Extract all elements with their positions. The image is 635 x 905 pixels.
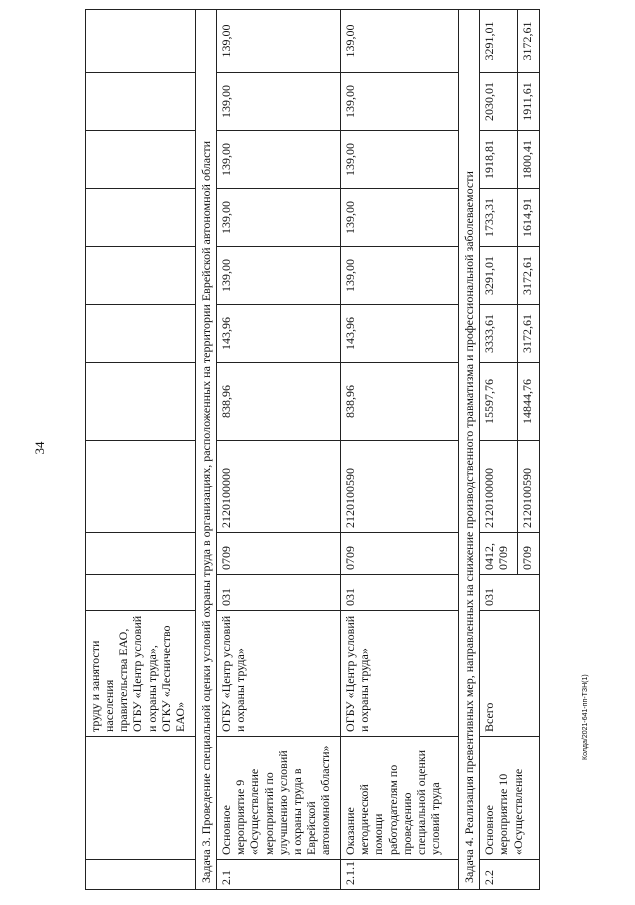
- value-year: 1614,91: [518, 189, 540, 247]
- value-year: 139,00: [341, 189, 459, 247]
- value-total: 14844,76: [518, 363, 540, 441]
- value-year: 139,00: [341, 131, 459, 189]
- executor: ОГБУ «Центр условий и охраны труда»: [341, 611, 459, 737]
- row-number: 2.2: [480, 860, 540, 890]
- value-year: 143,96: [217, 305, 341, 363]
- value-year: 3172,61: [518, 247, 540, 305]
- value-year: 3291,01: [480, 10, 518, 73]
- value-year: 139,00: [217, 189, 341, 247]
- executor: ОГБУ «Центр условий и охраны труда»: [217, 611, 341, 737]
- value-year: 1733,31: [480, 189, 518, 247]
- rzpr-code: 0709: [341, 533, 459, 575]
- rzpr-code: [480, 533, 518, 575]
- value-year: 1918,81: [480, 131, 518, 189]
- row-number: 2.1: [217, 860, 341, 890]
- cell-executor: труду и занятости населения правительства ЕАО, ОГБУ «Центр условий и охраны труда», ОГКУ «Лесничество ЕАО»: [86, 611, 196, 737]
- table-row: [341, 10, 459, 890]
- grbs-code: 031: [480, 575, 540, 611]
- value-total: 838,96: [217, 363, 341, 441]
- value-year: 2030,01: [480, 73, 518, 131]
- footer-code: Колда/2021-641-пп-ТЗН(1): [582, 674, 589, 760]
- value-year: 3333,61: [480, 305, 518, 363]
- cell-num: [86, 860, 196, 890]
- row-number: 2.1.1: [341, 860, 459, 890]
- page-number: 34: [32, 441, 47, 455]
- task-row: [196, 10, 217, 890]
- value-year: 139,00: [341, 10, 459, 73]
- value-year: 139,00: [217, 73, 341, 131]
- csr-code: 2120100590: [518, 441, 540, 533]
- program-budget-table: [85, 9, 540, 890]
- task-4-heading: Задача 4. Реализация превентивных мер, направленных на снижение производственного травматизма и профессиональной заболеваемости: [459, 10, 480, 890]
- value-year: 139,00: [217, 10, 341, 73]
- value-year: 139,00: [217, 247, 341, 305]
- value-total: 15597,76: [480, 363, 518, 441]
- rzpr-code-line: 0412,: [482, 543, 497, 570]
- value-year: 143,96: [341, 305, 459, 363]
- grbs-code: 031: [217, 575, 341, 611]
- csr-code: 2120100000: [217, 441, 341, 533]
- rzpr-code: 0709: [518, 533, 540, 575]
- rzpr-code: 0709: [217, 533, 341, 575]
- rotated-table-container: [85, 10, 565, 890]
- value-year: 139,00: [217, 131, 341, 189]
- table-row: [217, 10, 341, 890]
- csr-code: 2120100000: [480, 441, 518, 533]
- rzpr-code-line: 0709: [496, 546, 511, 570]
- value-year: 3291,01: [480, 247, 518, 305]
- measure-name: Основное мероприятие 9 «Осуществление мероприятий по улучшению условий и охраны труда в Еврейской автономной области»: [217, 737, 341, 860]
- value-year: 3172,61: [518, 305, 540, 363]
- value-year: 139,00: [341, 247, 459, 305]
- cell-name: [86, 737, 196, 860]
- value-year: 1911,61: [518, 73, 540, 131]
- task-row: [459, 10, 480, 890]
- measure-name: Оказание методической помощи работодателям по проведению специальной оценки условий труда: [341, 737, 459, 860]
- value-year: 139,00: [341, 73, 459, 131]
- value-year: 1800,41: [518, 131, 540, 189]
- table-row: [480, 10, 518, 890]
- value-total: 838,96: [341, 363, 459, 441]
- executor: Всего: [480, 611, 540, 737]
- grbs-code: 031: [341, 575, 459, 611]
- value-year: 3172,61: [518, 10, 540, 73]
- task-3-heading: Задача 3. Проведение специальной оценки условий охраны труда в организациях, расположенных на территории Еврейской автономной области: [196, 10, 217, 890]
- measure-name: Основное мероприятие 10 «Осуществление: [480, 737, 540, 860]
- csr-code: 2120100590: [341, 441, 459, 533]
- table-row: [86, 10, 196, 890]
